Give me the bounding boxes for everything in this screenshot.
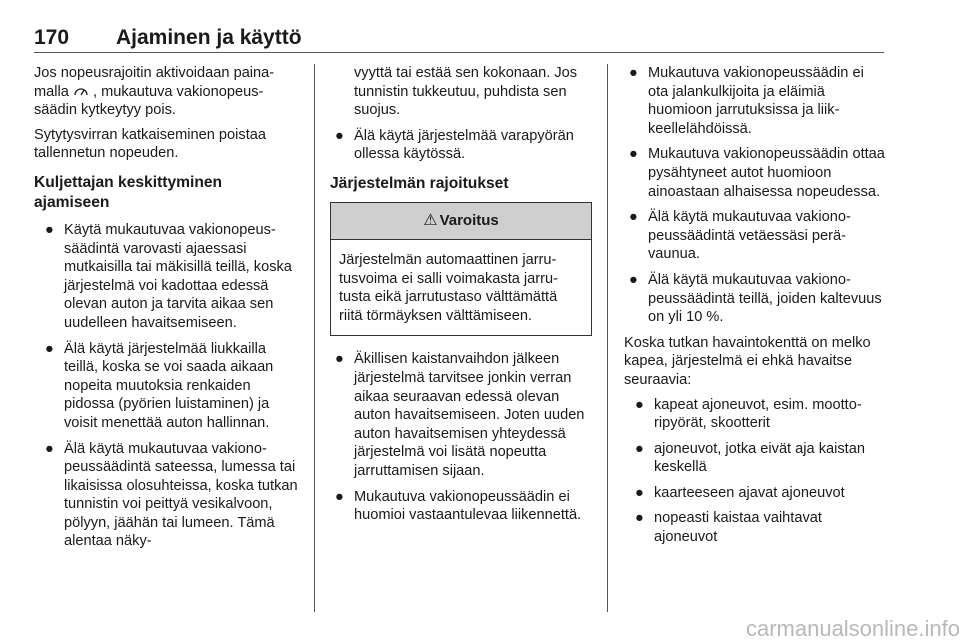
chapter-title: Ajaminen ja käyttö: [116, 26, 302, 49]
limitations-list: [330, 350, 592, 524]
warning-text: Järjestelmän automaattinen jarrutusvoima ei salli voimakasta jarrutusta eikä jarrutustaso välttämättä riitä törmäyksen välttämiseen.: [339, 251, 558, 324]
column-divider-2: [607, 64, 608, 612]
column-left: [34, 64, 298, 558]
list-item: ● nopeasti kaistaa vaihtavat ajoneuvot: [635, 510, 822, 546]
ignition-paragraph: Sytytysvirran katkaiseminen poistaa tallennetun nopeuden.: [34, 126, 266, 162]
list-item: ● Älä käytä mukautuvaa vakionopeussäädintä teillä, joiden kaltevuus on yli 10 %.: [629, 271, 882, 326]
page-header: [34, 22, 884, 53]
column-middle: [330, 64, 592, 532]
limitations-list-cont: [624, 64, 886, 327]
column-divider-1: [314, 64, 315, 612]
watermark: carmanualsonline.info: [745, 616, 960, 641]
list-item: ● Mukautuva vakionopeussäädin ei huomioi vastaantulevaa liikennettä.: [335, 488, 582, 524]
section-heading-driver-focus: Kuljettajan keskittyminen ajamiseen: [34, 173, 223, 211]
list-item: ● Äkillisen kaistanvaihdon jälkeen järjestelmä tarvitsee jonkin verran aikaa seuraavan edessä olevan auton havaitsemiseen. Joten uuden auton havaitsemisen yhteydessä järjestelmä voi lisätä nopeutta jarruttamisen sijaan.: [335, 351, 585, 479]
list-item: ● ajoneuvot, jotka eivät aja kaistan keskellä: [635, 440, 865, 476]
intro-paragraph: Jos nopeusrajoitin aktivoidaan painamalla , mukautuva vakionopeussäädin kytkeytyy pois.: [34, 65, 275, 119]
undetected-list: [624, 396, 886, 547]
driver-focus-list: [34, 221, 298, 551]
column-right: [624, 64, 886, 554]
radar-paragraph: Koska tutkan havaintokenttä on melko kapea, järjestelmä ei ehkä havaitse seuraavia:: [624, 334, 871, 388]
list-item: ● kapeat ajoneuvot, esim. moottoripyörät, skootterit: [635, 396, 862, 432]
list-item: ● Älä käytä mukautuvaa vakionopeussäädintä vetäessäsi perävaunua.: [629, 209, 851, 263]
list-item: ● Mukautuva vakionopeussäädin ei ota jalankulkijoita ja eläimiä huomioon jarrutuksissa ja liikkeellelähdöissä.: [629, 65, 864, 137]
list-item: ● Mukautuva vakionopeussäädin ottaa pysähtyneet autot huomioon ainoastaan alhaisessa nopeudessa.: [629, 146, 885, 200]
list-item: ● kaarteeseen ajavat ajoneuvot: [635, 484, 845, 501]
warning-triangle-icon: ⚠: [423, 211, 438, 229]
cruise-control-icon: [73, 84, 93, 100]
list-item: ● Älä käytä järjestelmää liukkailla teillä, koska se voi saada aikaan nopeita muutoksia renkaiden pidossa (pyörien luistaminen) ja voisit menettää auton hallinnan.: [45, 340, 274, 431]
section-heading-limitations: Järjestelmän rajoitukset: [330, 174, 509, 192]
list-item: ● Älä käytä mukautuvaa vakionopeussäädintä sateessa, lumessa tai likaisissa olosuhteissa, koska tutkan tunnistin voi peittyä vesikalvoon, pölyyn, jäähän tai lumeen. Tämä alentaa näky-: [45, 440, 298, 550]
warning-header: [331, 203, 591, 240]
list-item: ● Käytä mukautuvaa vakionopeussäädintä varovasti ajaessasi mutkaisilla tai mäkisillä teillä, koska järjestelmä voi kadottaa edessä olevan auton ja tarvita aikaa sen uudelleen havaitsemiseen.: [45, 221, 292, 331]
page-number: 170: [34, 26, 70, 49]
list-item: ● Älä käytä järjestelmää varapyörän ollessa käytössä.: [335, 127, 574, 163]
warning-title: Varoitus: [439, 211, 499, 229]
continued-text: vyyttä tai estää sen kokonaan. Jos tunnistin tukkeutuu, puhdista sen suojus.: [354, 65, 578, 119]
warning-box: [330, 202, 592, 336]
top-list: [330, 127, 592, 164]
